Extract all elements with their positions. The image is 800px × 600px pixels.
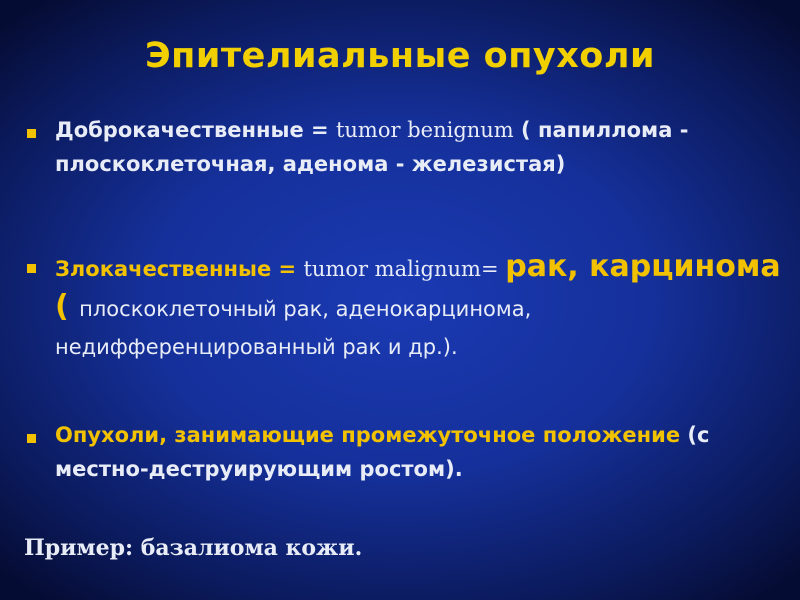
item-intermediate bbox=[55, 418, 785, 486]
item-malignant-highlight: рак, карцинома ( bbox=[55, 249, 781, 324]
item-benign bbox=[55, 113, 785, 181]
slide-title: Эпителиальные опухоли bbox=[144, 36, 656, 76]
bullet-square-icon bbox=[27, 434, 36, 443]
item-benign-examples: ( папиллома - плоскоклеточная, аденома - железистая) bbox=[55, 118, 689, 176]
item-malignant-latin: tumor malignum= bbox=[303, 257, 506, 281]
item-intermediate-detail: (с местно-деструирующим ростом). bbox=[55, 423, 710, 481]
item-intermediate-term: Опухоли, занимающие промежуточное положение bbox=[55, 423, 681, 447]
item-benign-term: Доброкачественные = bbox=[55, 118, 336, 142]
item-malignant-term: Злокачественные = bbox=[55, 257, 304, 281]
bullet-square-icon bbox=[27, 264, 36, 273]
item-benign-latin: tumor benignum bbox=[335, 118, 514, 142]
bullet-square-icon bbox=[27, 129, 36, 138]
item-malignant bbox=[55, 248, 785, 366]
example-text: Пример: базалиома кожи. bbox=[24, 535, 363, 561]
item-malignant-examples: плоскоклеточный рак, аденокарцинома, недифференцированный рак и др.). bbox=[55, 297, 532, 359]
